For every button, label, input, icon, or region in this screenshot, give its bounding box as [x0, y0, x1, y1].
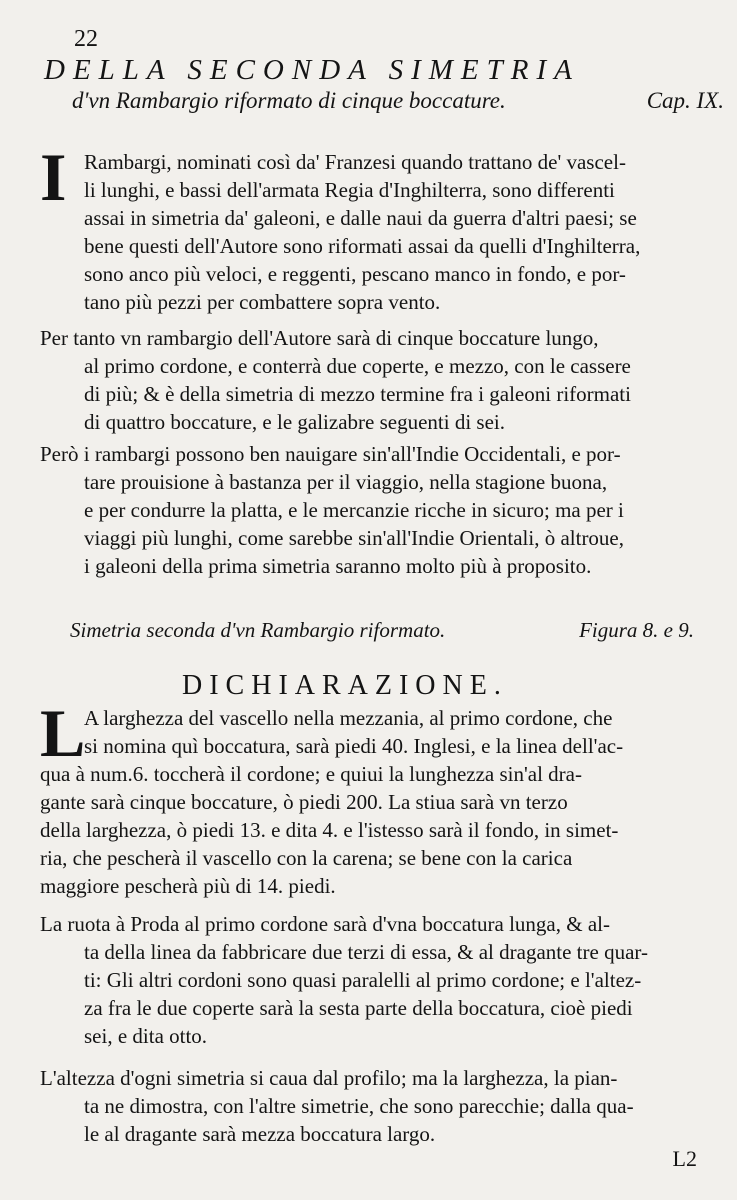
text-line: di più; & è della simetria di mezzo termine fra i galeoni riformati [84, 382, 631, 406]
signature-mark: L2 [672, 1146, 697, 1171]
text-line: za fra le due coperte sarà la sesta parte della boccatura, cioè piedi [84, 996, 633, 1020]
text-line: ta ne dimostra, con l'altre simetrie, che sono parecchie; dalla qua- [84, 1094, 634, 1118]
paragraph-1 [40, 139, 730, 316]
drop-cap-l: L [40, 695, 86, 771]
text-line: gante sarà cinque boccature, ò piedi 200. La stiua sarà vn terzo [40, 790, 568, 814]
subtitle-text: d'vn Rambargio riformato di cinque boccature. [72, 88, 506, 113]
paragraph-2 [40, 324, 730, 436]
text-line: ti: Gli altri cordoni sono quasi paralelli al primo cordone; e l'altez- [84, 968, 642, 992]
text-line: della larghezza, ò piedi 13. e dita 4. e l'istesso sarà il fondo, in simet- [40, 818, 619, 842]
text-line: ria, che pescherà il vascello con la carena; se bene con la carica [40, 846, 573, 870]
paragraph-6 [40, 1064, 730, 1148]
text-line: Però i rambargi possono ben nauigare sin'all'Indie Occidentali, e por- [40, 442, 621, 466]
text-line: i galeoni della prima simetria saranno molto più à proposito. [84, 554, 592, 578]
text-line: bene questi dell'Autore sono riformati assai da quelli d'Inghilterra, [84, 234, 641, 258]
text-line: assai in simetria da' galeoni, e dalle naui da guerra d'altri paesi; se [84, 206, 637, 230]
section-heading: DICHIARAZIONE. [182, 670, 508, 701]
page-number: 22 [74, 26, 98, 52]
text-line: si nomina quì boccatura, sarà piedi 40. Inglesi, e la linea dell'ac- [84, 734, 624, 758]
text-line: L'altezza d'ogni simetria si caua dal profilo; ma la larghezza, la pian- [40, 1066, 618, 1090]
chapter-number: Cap. IX. [646, 88, 724, 113]
paragraph-3 [40, 440, 730, 580]
text-line: viaggi più lunghi, come sarebbe sin'all'Indie Orientali, ò altroue, [84, 526, 625, 550]
text-line: Rambargi, nominati così da' Franzesi quando trattano de' vascel- [84, 150, 626, 174]
paragraph-4 [40, 695, 730, 900]
text-line: ta della linea da fabbricare due terzi di essa, & al dragante tre quar- [84, 940, 648, 964]
text-line: maggiore pescherà più di 14. piedi. [40, 874, 336, 898]
text-line: e per condurre la platta, e le mercanzie ricche in sicuro; ma per i [84, 498, 624, 522]
text-line: La ruota à Proda al primo cordone sarà d'vna boccatura lunga, & al- [40, 912, 610, 936]
text-line: sono anco più veloci, e reggenti, pescano manco in fondo, e por- [84, 262, 626, 286]
figure-reference: Figura 8. e 9. [579, 618, 694, 642]
chapter-subtitle [72, 88, 732, 114]
text-line: sei, e dita otto. [84, 1024, 208, 1048]
text-line: Per tanto vn rambargio dell'Autore sarà di cinque boccature lungo, [40, 326, 599, 350]
text-line: al primo cordone, e conterrà due coperte, e mezzo, con le cassere [84, 354, 631, 378]
text-line: tano più pezzi per combattere sopra vento. [84, 290, 441, 314]
figure-caption-text: Simetria seconda d'vn Rambargio riformato. [70, 618, 446, 642]
figure-caption [70, 618, 730, 643]
text-line: qua à num.6. toccherà il cordone; e quiui la lunghezza sin'al dra- [40, 762, 582, 786]
text-line: A larghezza del vascello nella mezzania, al primo cordone, che [84, 706, 613, 730]
text-line: li lunghi, e bassi dell'armata Regia d'Inghilterra, sono differenti [84, 178, 615, 202]
text-line: le al dragante sarà mezza boccatura largo. [84, 1122, 436, 1146]
text-line: di quattro boccature, e le galizabre seguenti di sei. [84, 410, 505, 434]
drop-cap-i: I [40, 139, 67, 215]
text-line: tare prouisione à bastanza per il viaggio, nella stagione buona, [84, 470, 608, 494]
paragraph-5 [40, 910, 730, 1050]
chapter-title: DELLA SECONDA SIMETRIA [44, 54, 580, 86]
